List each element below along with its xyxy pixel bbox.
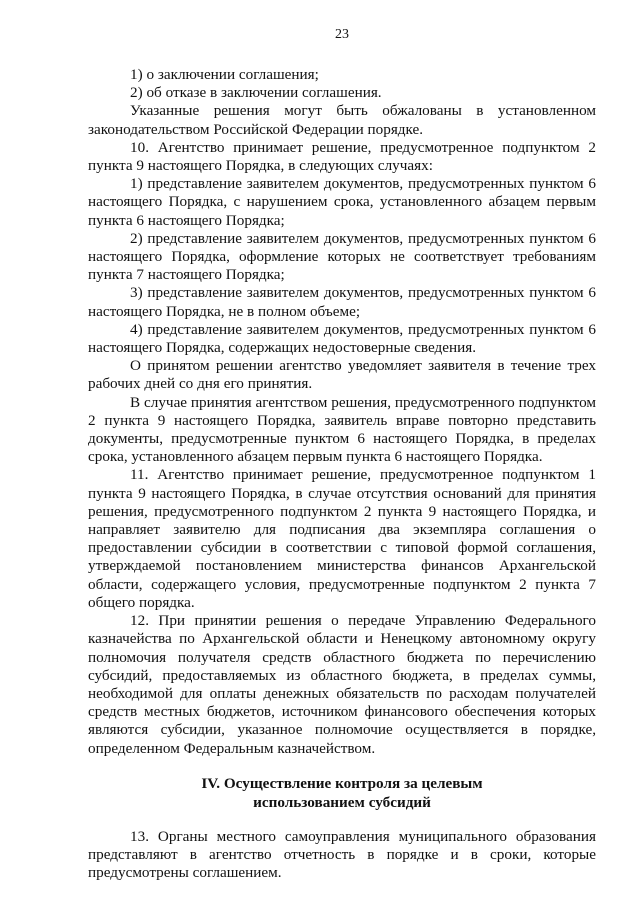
- section-heading: [88, 774, 596, 812]
- page-number: 23: [335, 27, 349, 42]
- paragraph-case-3: 3) представление заявителем документов, предусмотренных пунктом 6 настоящего Порядка, не в полном объеме;: [88, 284, 596, 320]
- paragraph-resubmission: В случае принятия агентством решения, предусмотренного подпунктом 2 пункта 9 настоящего Порядка, заявитель вправе повторно представить документы, предусмотренные пунктом 6 настоящего Порядка, в пределах срока, установленного абзацем первым пункта 6 настоящего Порядка.: [88, 393, 596, 466]
- paragraph-option-conclude: 1) о заключении соглашения;: [130, 66, 319, 83]
- document-page: [88, 26, 596, 882]
- paragraph-case-4: 4) представление заявителем документов, предусмотренных пунктом 6 настоящего Порядка, содержащих недостоверные сведения.: [88, 320, 596, 357]
- paragraph-clause-11: 11. Агентство принимает решение, предусмотренное подпунктом 1 пункта 9 настоящего Порядка, в случае отсутствия оснований для принятия решения, предусмотренного подпунктом 2 пункта 9 настоящего Порядка, и направляет заявителю для подписания два экземпляра соглашения о предоставлении субсидии в соответствии с типовой формой соглашения, утверждаемой постановлением министерства финансов Архангельской области, содержащего условия, предусмотренные подпунктом 2 пункта 7 общего порядка.: [88, 466, 596, 611]
- paragraph-notification: О принятом решении агентство уведомляет заявителя в течение трех рабочих дней со дня его принятия.: [88, 357, 596, 393]
- paragraph-case-2: 2) представление заявителем документов, предусмотренных пунктом 6 настоящего Порядка, оформление которых не соответствует требованиям пункта 7 настоящего Порядка;: [88, 229, 596, 284]
- paragraph-clause-10: 10. Агентство принимает решение, предусмотренное подпунктом 2 пункта 9 настоящего Порядка, в следующих случаях:: [88, 138, 596, 175]
- section-heading-line-2: использованием субсидий: [253, 793, 431, 811]
- paragraph-option-refuse: 2) об отказе в заключении соглашения.: [130, 84, 382, 102]
- section-heading-line-1: IV. Осуществление контроля за целевым: [201, 774, 483, 792]
- paragraph-clause-12: 12. При принятии решения о передаче Управлению Федерального казначейства по Архангельской области и Ненецкому автономному округу полномочия получателя средств областного бюджета по перечислению субсидий, предоставляемых из областного бюджета, в пределах суммы, необходимой для оплаты денежных обязательств по расходам получателей средств местных бюджетов, источником финансового обеспечения которых являются субсидии, указанное полномочие осуществляется в порядке, определенном Федеральным казначейством.: [88, 612, 596, 757]
- paragraph-appeal: Указанные решения могут быть обжалованы в установленном законодательством Российской Федерации порядке.: [88, 102, 596, 138]
- paragraph-case-1: 1) представление заявителем документов, предусмотренных пунктом 6 настоящего Порядка, с нарушением срока, установленного абзацем первым пункта 6 настоящего Порядка;: [88, 175, 596, 229]
- paragraph-clause-13: 13. Органы местного самоуправления муниципального образования представляют в агентство отчетность в порядке и в сроки, которые предусмотрены соглашением.: [88, 827, 596, 882]
